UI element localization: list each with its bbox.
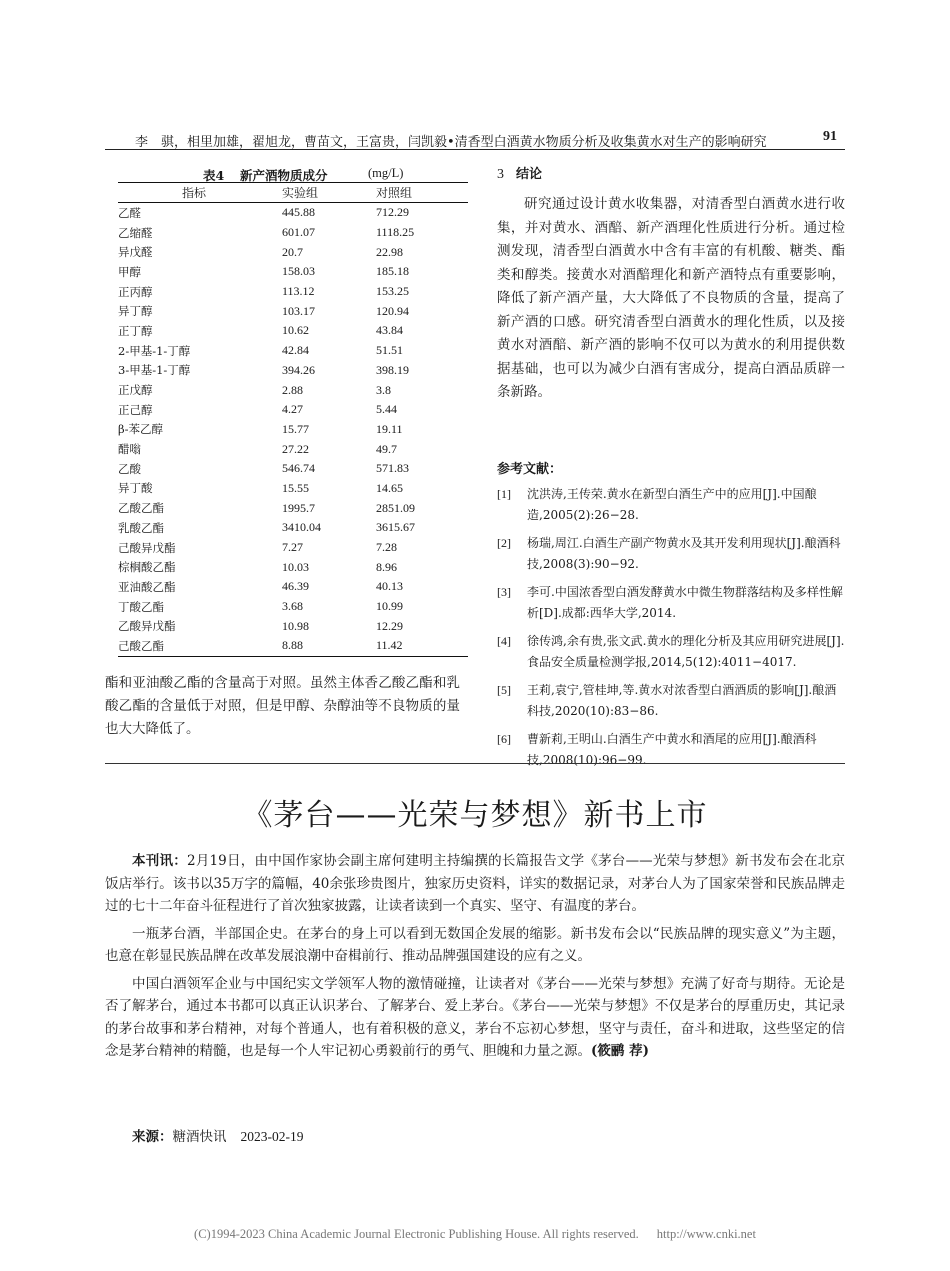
control-value: 712.29 [376,205,409,220]
source-date: 2023-02-19 [240,1129,304,1144]
table-row [118,262,468,282]
table-row [118,459,468,479]
table-row [118,479,468,499]
row-label: 甲醇 [118,264,141,279]
experiment-value: 3410.04 [282,520,321,535]
reference-text: 杨瑞,周江.白酒生产副产物黄水及其开发利用现状[J].酿酒科技,2008(3):90−92. [527,536,841,571]
control-value: 571.83 [376,461,409,476]
experiment-value: 445.88 [282,205,315,220]
copyright-text: (C)1994-2023 China Academic Journal Electronic Publishing House. All rights reserved. [194,1227,639,1241]
control-value: 40.13 [376,579,403,594]
left-column-paragraph: 酯和亚油酸乙酯的含量高于对照。虽然主体香乙酸乙酯和乳酸乙酯的含量低于对照，但是甲醇、杂醇油等不良物质的量也大大降低了。 [105,675,460,737]
composition-table [118,182,468,657]
control-value: 11.42 [376,636,468,656]
experiment-value: 3.68 [282,599,303,614]
table-row [118,498,468,518]
cnki-link[interactable]: http://www.cnki.net [656,1227,756,1241]
experiment-value: 601.07 [282,225,315,240]
table-row [118,301,468,321]
table-row [118,538,468,558]
table-row [118,242,468,262]
experiment-value: 10.98 [282,618,309,633]
reference-item [497,680,845,722]
row-label: 异丁醇 [118,304,153,319]
reference-item [497,582,845,624]
row-label: 己酸乙酯 [118,636,282,656]
section-heading [497,163,542,183]
row-label: 丁酸乙酯 [118,599,164,614]
section-title: 结论 [516,167,543,182]
table-row [118,341,468,361]
control-value: 7.28 [376,540,397,555]
experiment-value: 7.27 [282,540,303,555]
reference-number: [6] [497,732,511,746]
row-label: 正己醇 [118,402,153,417]
reference-text: 沈洪涛,王传荣.黄水在新型白酒生产中的应用[J].中国酿造,2005(2):26−28. [527,487,817,522]
control-value: 43.84 [376,323,403,338]
control-value: 22.98 [376,244,403,259]
header-authors-title: 李 骐，相里加雄，翟旭龙，曹苗文，王富贵，闫凯毅•清香型白酒黄水物质分析及收集黄水对生产的影响研究 [135,135,767,150]
column-header: 实验组 [282,183,376,203]
page-number: 91 [823,129,837,144]
experiment-value: 394.26 [282,362,315,377]
experiment-value: 27.22 [282,441,309,456]
experiment-value: 15.77 [282,421,309,436]
recommender: (筱鹂 荐) [591,1043,649,1059]
row-label: 亚油酸乙酯 [118,579,176,594]
experiment-value: 113.12 [282,284,315,299]
reference-number: [5] [497,683,511,697]
news-source [132,1125,304,1145]
copyright-footer [0,1227,950,1242]
news-body [105,850,845,1068]
source-label: 来源： [132,1129,173,1145]
section-divider [105,763,845,764]
table-row [118,203,468,223]
news-paragraph [105,973,845,1063]
row-label: 乙酸异戊酯 [118,619,176,634]
control-value: 12.29 [376,618,403,633]
reference-item [497,729,845,771]
experiment-value: 8.88 [282,636,376,656]
table-row [118,282,468,302]
reference-list [497,484,845,778]
table-number: 表4 [203,168,225,183]
news-paragraph-text: 2月19日，由中国作家协会副主席何建明主持编撰的长篇报告文学《茅台——光荣与梦想》新书发布会在北京饭店举行。该书以35万字的篇幅，40余张珍贵图片，独家历史资料，详实的数据记录，对茅台人为了国家荣誉和民族品牌走过的七十二年奋斗征程进行了首次独家披露，让读者读到一个真实、坚守、有温度的茅台。 [105,853,845,914]
reference-number: [4] [497,634,511,648]
table-row [118,616,468,636]
table-row [118,577,468,597]
row-label: 正戊醇 [118,383,153,398]
control-value: 1118.25 [376,225,415,240]
control-value: 185.18 [376,264,409,279]
table-title: 新产酒物质成分 [240,168,328,183]
control-value: 153.25 [376,284,409,299]
experiment-value: 4.27 [282,402,303,417]
row-label: 己酸异戊酯 [118,540,176,555]
control-value: 51.51 [376,343,403,358]
experiment-value: 15.55 [282,480,309,495]
control-value: 3.8 [376,382,391,397]
column-header: 指标 [118,183,282,203]
news-paragraph-text: 中国白酒领军企业与中国纪实文学领军人物的激情碰撞，让读者对《茅台——光荣与梦想》充满了好奇与期待。无论是否了解茅台，通过本书都可以真正认识茅台、了解茅台、爱上茅台。《茅台——光荣与梦想》不仅是茅台的厚重历史，其记录的茅台故事和茅台精神，对每个普通人，也有着积极的意义，茅台不忘初心梦想，坚守与责任，奋斗和进取，这些坚定的信念是茅台精神的精髓，也是每一个人牢记初心勇毅前行的勇气、胆魄和力量之源。 [105,975,845,1059]
row-label: 异戊醛 [118,245,153,260]
news-paragraph: 一瓶茅台酒，半部国企史。在茅台的身上可以看到无数国企发展的缩影。新书发布会以“民族品牌的现实意义”为主题，也意在彰显民族品牌在改革发展浪潮中奋楫前行、推动品牌强国建设的应有之义。 [105,925,845,964]
reference-item [497,631,845,673]
table-row [118,557,468,577]
table-row [118,518,468,538]
table-body [118,203,468,657]
references-heading: 参考文献： [497,462,563,477]
row-label: 醋嗡 [118,442,141,457]
experiment-value: 46.39 [282,579,309,594]
experiment-value: 103.17 [282,303,315,318]
control-value: 49.7 [376,441,397,456]
row-label: 乳酸乙酯 [118,520,164,535]
reference-number: [3] [497,585,511,599]
control-value: 2851.09 [376,500,415,515]
source-name: 糖酒快讯 [172,1129,227,1145]
control-value: 19.11 [376,421,403,436]
reference-number: [1] [497,487,511,501]
experiment-value: 20.7 [282,244,303,259]
table-row [118,636,468,656]
row-label: 乙醛 [118,205,141,220]
conclusion-paragraph: 研究通过设计黄水收集器，对清香型白酒黄水进行收集，并对黄水、酒醅、新产酒理化性质进行分析。通过检测发现，清香型白酒黄水中含有丰富的有机酸、糖类、酯类和醇类。接黄水对酒醅理化和新产酒特点有重要影响，降低了新产酒产量，大大降低了不良物质的含量，提高了新产酒的口感。研究清香型白酒黄水的理化性质，以及接黄水对酒醅、新产酒的影响不仅可以为黄水的利用提供数据基础，也可以为减少白酒有害成分，提高白酒品质辟一条新路。 [497,196,845,400]
experiment-value: 546.74 [282,461,315,476]
table-row [118,321,468,341]
table-row [118,380,468,400]
row-label: 乙酸 [118,461,141,476]
row-label: 乙酸乙酯 [118,501,164,516]
row-label: 正丙醇 [118,284,153,299]
experiment-value: 10.03 [282,559,309,574]
news-paragraph [105,850,845,918]
reference-text: 曹新莉,王明山.白酒生产中黄水和酒尾的应用[J].酿酒科技,2008(10):96−99. [527,732,817,767]
control-value: 14.65 [376,480,403,495]
table-row [118,223,468,243]
row-label: 棕榈酸乙酯 [118,560,176,575]
control-value: 10.99 [376,599,403,614]
row-label: 乙缩醛 [118,225,153,240]
table-row [118,420,468,440]
control-value: 5.44 [376,402,397,417]
control-value: 120.94 [376,303,409,318]
table-row [118,400,468,420]
table-unit: (mg/L) [368,166,404,180]
experiment-value: 1995.7 [282,500,315,515]
control-value: 8.96 [376,559,397,574]
experiment-value: 2.88 [282,382,303,397]
row-label: 正丁醇 [118,323,153,338]
reference-number: [2] [497,536,511,550]
experiment-value: 10.62 [282,323,309,338]
control-value: 398.19 [376,362,409,377]
news-lead-label: 本刊讯： [132,853,187,869]
reference-text: 徐传鸿,余有贵,张文武.黄水的理化分析及其应用研究进展[J].食品安全质量检测学报,2014,5(12):4011−4017. [527,634,845,669]
table-row [118,439,468,459]
running-header [105,131,845,150]
news-title: 《茅台——光荣与梦想》新书上市 [242,798,708,833]
reference-item [497,533,845,575]
experiment-value: 42.84 [282,343,309,358]
table-row [118,597,468,617]
row-label: 3-甲基-1-丁醇 [118,363,191,378]
row-label: 2-甲基-1-丁醇 [118,343,191,358]
table-row [118,361,468,381]
control-value: 3615.67 [376,520,415,535]
row-label: 异丁酸 [118,481,153,496]
reference-item [497,484,845,526]
reference-text: 李可.中国浓香型白酒发酵黄水中微生物群落结构及多样性解析[D].成都:西华大学,2014. [527,585,843,620]
section-number: 3 [497,167,504,182]
row-label: β-苯乙醇 [118,422,164,437]
experiment-value: 158.03 [282,264,315,279]
table-header-row [118,183,468,203]
column-header: 对照组 [376,183,468,203]
reference-text: 王莉,袁宁,管桂坤,等.黄水对浓香型白酒酒质的影响[J].酿酒科技,2020(10):83−86. [527,683,837,718]
